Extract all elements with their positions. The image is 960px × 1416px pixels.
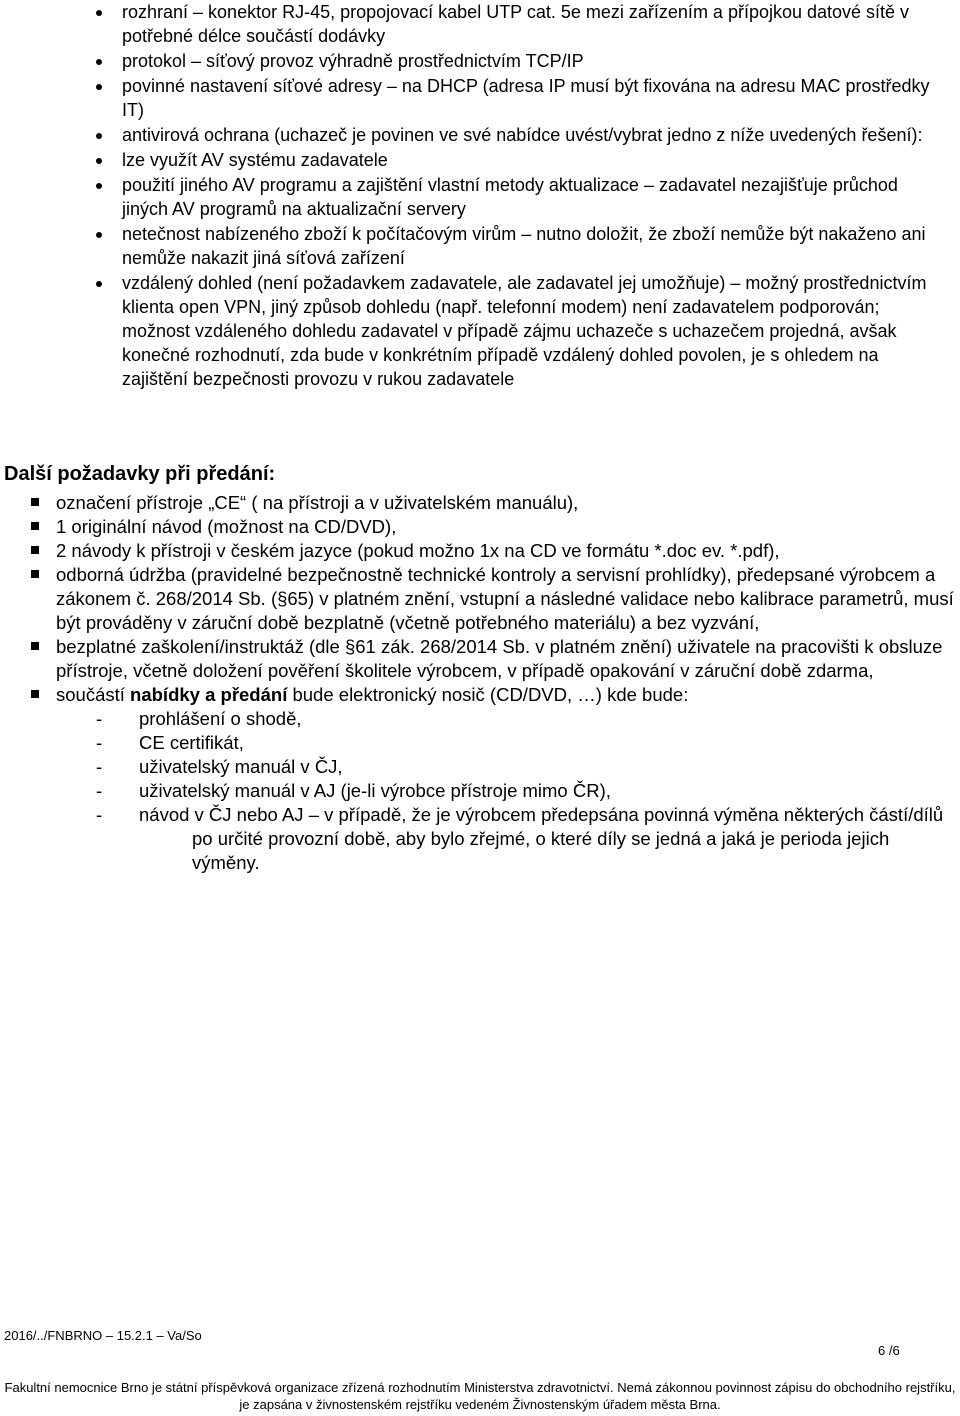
list-item: rozhraní – konektor RJ-45, propojovací kabel UTP cat. 5e mezi zařízením a přípojkou datové sítě v potřebné délce součástí dodávky: [0, 0, 960, 48]
bullet-dot-icon: [96, 133, 102, 139]
bullet-dot-icon: [96, 158, 102, 164]
dash-marker: -: [96, 756, 103, 777]
square-bullet-icon: [31, 546, 39, 554]
square-bullet-icon: [31, 570, 39, 578]
bullet-dot-icon: [96, 281, 102, 287]
document-reference: 2016/../FNBRNO – 15.2.1 – Va/So: [4, 1328, 202, 1343]
bullet-dot-icon: [96, 59, 102, 65]
requirements-list: [0, 0, 960, 391]
sub-list-item: - návod v ČJ nebo AJ – v případě, že je výrobcem předepsána povinná výměna některých částí/dílů po určité provozní době, aby bylo zřejmé, o které díly se jedná a jaká je perioda jejich výměny.: [96, 804, 944, 873]
list-item: lze využít AV systému zadavatele: [0, 148, 960, 172]
square-bullet-icon: [31, 642, 39, 650]
sub-list-item: - prohlášení o shodě,: [96, 708, 302, 729]
list-item: odborná údržba (pravidelné bezpečnostně technické kontroly a servisní prohlídky), předepsané výrobcem a zákonem č. 268/2014 Sb. (§65) v platném znění, vstupní a následné validace nebo kalibrace parametrů, musí být prováděny v záruční době bezplatně (včetně potřebného materiálu) a bez vyzvání,: [0, 563, 960, 635]
list-item: označení přístroje „CE“ ( na přístroji a v uživatelském manuálu),: [0, 491, 960, 515]
list-item: netečnost nabízeného zboží k počítačovým virům – nutno doložit, že zboží nemůže být nakaženo ani nemůže nakazit jiná síťová zařízení: [0, 222, 960, 270]
handover-requirements-list: [0, 491, 960, 875]
list-item: 1 originální návod (možnost na CD/DVD),: [0, 515, 960, 539]
list-item: použití jiného AV programu a zajištění vlastní metody aktualizace – zadavatel nezajišťuje průchod jiných AV programů na aktualizační servery: [0, 173, 960, 221]
list-item: protokol – síťový provoz výhradně prostřednictvím TCP/IP: [0, 49, 960, 73]
bullet-dot-icon: [96, 183, 102, 189]
sub-list-item: - uživatelský manuál v AJ (je-li výrobce přístroje mimo ČR),: [96, 780, 611, 801]
footer-note: Fakultní nemocnice Brno je státní příspěvková organizace zřízená rozhodnutím Ministerstva zdravotnictví. Nemá zákonnou povinnost zápisu do obchodního rejstříku, je zapsána v živnostenském rejstříku vedeném Živnostenským úřadem města Brna.: [4, 1380, 956, 1412]
dash-marker: -: [96, 804, 103, 825]
sub-list-item: - uživatelský manuál v ČJ,: [96, 756, 343, 777]
list-item: vzdálený dohled (není požadavkem zadavatele, ale zadavatel jej umožňuje) – možný prostřednictvím klienta open VPN, jiný způsob dohledu (např. telefonní modem) není zadavatelem podporován; možnost vzdáleného dohledu zadavatel v případě zájmu uchazeče s uchazečem projedná, avšak konečné rozhodnutí, zda bude v konkrétním případě vzdálený dohled povolen, je s ohledem na zajištění bezpečnosti provozu v rukou zadavatele: [0, 271, 960, 391]
dash-marker: -: [96, 708, 103, 729]
bullet-dot-icon: [96, 84, 102, 90]
list-item: antivirová ochrana (uchazeč je povinen ve své nabídce uvést/vybrat jedno z níže uvedených řešení):: [0, 123, 960, 147]
square-bullet-icon: [31, 498, 39, 506]
list-item: součástí nabídky a předání bude elektronický nosič (CD/DVD, …) kde bude: - prohlášení o shodě, - CE certifikát, - uživatelský manuál v ČJ, - uživatelský manuál v AJ (je-li výrobce přístroje mimo ČR), - návod v ČJ nebo AJ – v případě, že je výrobcem předepsána povinná výměna některých částí/dílů po určité provozní době, aby bylo zřejmé, o které díly se jedná a jaká je perioda jejich výměny.: [0, 683, 960, 875]
media-contents-list: [56, 707, 954, 875]
page-number: 6 /6: [878, 1343, 900, 1358]
sub-list-item: - CE certifikát,: [96, 732, 244, 753]
section-heading: Další požadavky při předání:: [4, 463, 276, 485]
bullet-dot-icon: [96, 10, 102, 16]
dash-marker: -: [96, 732, 103, 753]
emphasis-text: nabídky a předání: [130, 684, 288, 705]
square-bullet-icon: [31, 690, 39, 698]
bullet-dot-icon: [96, 232, 102, 238]
list-item: bezplatné zaškolení/instruktáž (dle §61 zák. 268/2014 Sb. v platném znění) uživatele na pracovišti k obsluze přístroje, včetně doložení pověření školitele výrobcem, v případě opakování v záruční době zdarma,: [0, 635, 960, 683]
list-item: povinné nastavení síťové adresy – na DHCP (adresa IP musí být fixována na adresu MAC prostředky IT): [0, 74, 960, 122]
square-bullet-icon: [31, 522, 39, 530]
list-item: 2 návody k přístroji v českém jazyce (pokud možno 1x na CD ve formátu *.doc ev. *.pdf),: [0, 539, 960, 563]
dash-marker: -: [96, 780, 103, 801]
